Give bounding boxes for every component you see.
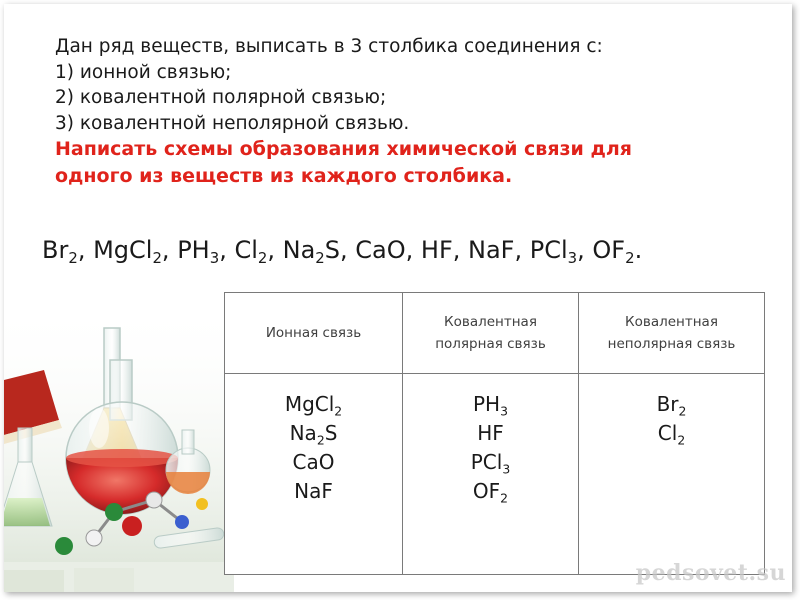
formula-base: Br (42, 236, 69, 264)
formula-separator: . (634, 236, 643, 264)
formula (294, 479, 333, 503)
formula (470, 450, 511, 477)
formula-tail: S (324, 236, 340, 264)
formula-separator: , (219, 236, 235, 264)
formula-subscript: 2 (152, 249, 162, 268)
formula-base: PCl (529, 236, 568, 264)
substance-list (42, 236, 782, 268)
formula-base: Na (289, 421, 317, 445)
header-covalent-nonpolar (579, 293, 765, 374)
formula-separator: , (77, 236, 94, 264)
formula (473, 392, 508, 419)
formula-base: PH (473, 392, 501, 416)
task-line-3: 2) ковалентной полярной связью; (55, 87, 387, 108)
table-cell-entry (403, 390, 578, 419)
formula (477, 421, 504, 445)
formula-base: CaO (355, 236, 406, 264)
task-highlight-1: Написать схемы образования химической связи для (55, 138, 632, 160)
formula (355, 236, 421, 264)
formula (282, 236, 356, 268)
formula-separator: , (340, 236, 356, 264)
formula-base: PCl (470, 450, 503, 474)
formula (93, 236, 178, 268)
table-cell-entry (225, 477, 402, 506)
formula-base: HF (420, 236, 453, 264)
formula-tail: S (324, 421, 338, 445)
formula (293, 450, 335, 474)
formula (284, 392, 343, 419)
formula-separator: , (267, 236, 283, 264)
formula-base: PH (177, 236, 210, 264)
formula-subscript: 2 (500, 490, 509, 506)
covalent-nonpolar-column (579, 374, 765, 575)
header-covalent-polar-label: Ковалентная полярная связь (435, 314, 546, 352)
formula-base: MgCl (284, 392, 335, 416)
formula-subscript: 3 (209, 249, 220, 268)
formula (656, 392, 687, 419)
formula-subscript: 2 (677, 432, 686, 448)
formula-separator: , (405, 236, 421, 264)
formula-subscript: 2 (68, 249, 78, 268)
task-highlight-2: одного из веществ из каждого столбика. (55, 165, 513, 187)
formula (421, 236, 468, 264)
bond-types-table (224, 292, 765, 575)
formula-base: Cl (657, 421, 678, 445)
header-covalent-polar (403, 293, 579, 374)
formula-subscript: 3 (567, 249, 578, 268)
formula-base: HF (477, 421, 504, 445)
formula-separator: , (452, 236, 469, 264)
formula-base: OF (472, 479, 501, 503)
task-text (55, 34, 775, 190)
formula (657, 421, 686, 448)
table-cell-entry (403, 419, 578, 448)
formula-subscript: 2 (678, 403, 687, 419)
task-line-1: Дан ряд веществ, выписать в 3 столбика соединения с: (55, 36, 603, 57)
formula (289, 421, 338, 448)
covalent-polar-column (403, 374, 579, 575)
table-cell-entry (579, 419, 764, 448)
task-line-2: 1) ионной связью; (55, 61, 232, 83)
task-line-4: 3) ковалентной неполярной связью. (55, 112, 410, 134)
formula-separator: , (514, 236, 530, 264)
table-cell-entry (225, 419, 402, 448)
formula-separator: , (161, 236, 178, 264)
formula (234, 236, 283, 268)
table-cell-entry (403, 477, 578, 506)
table-cell-entry (225, 448, 402, 477)
table-cell-entry (579, 390, 764, 419)
chemistry-glassware-illustration (4, 300, 234, 592)
header-covalent-nonpolar-label: Ковалентная неполярная связь (607, 314, 736, 352)
formula-base: NaF (468, 236, 515, 264)
molecule-ball (105, 503, 123, 521)
table-cell-entry (225, 390, 402, 419)
formula-subscript: 2 (315, 249, 325, 268)
formula (592, 236, 643, 268)
formula (42, 236, 94, 268)
formula-base: Cl (234, 236, 258, 264)
header-ionic: Ионная связь (225, 293, 403, 374)
watermark: pedsovet.su (635, 560, 786, 586)
formula-base: CaO (292, 450, 335, 474)
formula-subscript: 2 (334, 403, 343, 419)
formula-base: MgCl (93, 236, 153, 264)
formula-subscript: 3 (500, 403, 508, 419)
formula (177, 236, 235, 268)
formula-base: Br (656, 392, 679, 416)
formula-subscript: 3 (502, 461, 511, 477)
formula (472, 479, 509, 506)
formula-subscript: 2 (625, 249, 635, 268)
formula (529, 236, 593, 268)
formula-base: OF (592, 236, 626, 264)
ionic-column (225, 374, 403, 575)
formula-base: Na (282, 236, 316, 264)
formula-subscript: 2 (316, 432, 325, 448)
formula-subscript: 2 (257, 249, 268, 268)
table-cell-entry (403, 448, 578, 477)
formula-base: NaF (294, 479, 333, 503)
formula (468, 236, 530, 264)
formula-separator: , (577, 236, 593, 264)
